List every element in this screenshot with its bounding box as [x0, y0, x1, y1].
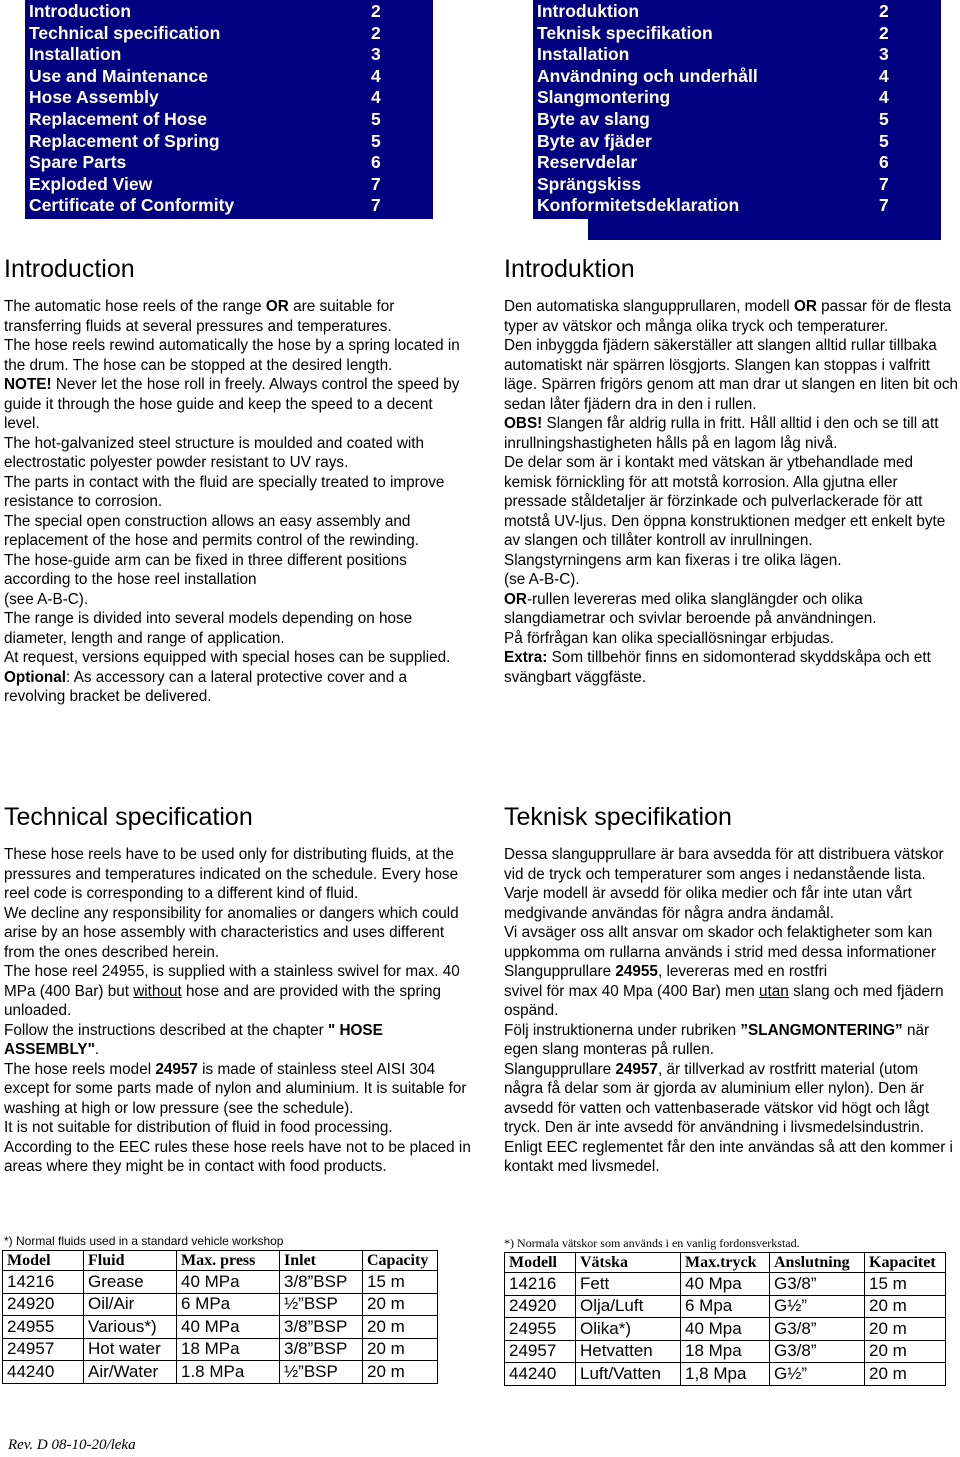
- toc-entry-title: Installation: [537, 44, 630, 65]
- table-cell: 3/8”BSP: [280, 1338, 363, 1361]
- table-cell: 20 m: [363, 1293, 438, 1316]
- table-cell: G½”: [770, 1295, 865, 1318]
- toc-entry-title: Sprängskiss: [537, 173, 642, 194]
- toc-entry-title: Replacement of Spring: [29, 130, 220, 151]
- table-cell: 44240: [505, 1363, 576, 1386]
- table-cell: 40 Mpa: [681, 1318, 770, 1341]
- toc-entry-page: 2: [371, 22, 381, 43]
- paragraph: Vi avsäger oss allt ansvar om skador och felaktigheter som kan uppkomma om rullarna används i strid med dessa informationer: [504, 924, 936, 961]
- table-cell: ½”BSP: [280, 1361, 363, 1384]
- toc-entry[interactable]: [537, 195, 941, 217]
- table-cell: 3/8”BSP: [280, 1271, 363, 1294]
- section-heading-teknisk-specifikation: Teknisk specifikation: [504, 803, 732, 831]
- toc-entry-title: Technical specification: [29, 22, 221, 43]
- table-cell: 6 Mpa: [681, 1295, 770, 1318]
- table-cell: 24955: [505, 1318, 576, 1341]
- toc-entry-page: 4: [371, 65, 381, 86]
- paragraph: Extra: Som tillbehör finns en sidomonterad skyddskåpa och ett svängbart väggfäste.: [504, 649, 931, 686]
- paragraph: At request, versions equipped with special hoses can be supplied.: [4, 649, 451, 666]
- toc-entry[interactable]: [29, 44, 433, 66]
- column-header: Kapacitet: [865, 1253, 946, 1273]
- table-cell: 15 m: [363, 1271, 438, 1294]
- table-cell: Oil/Air: [84, 1293, 177, 1316]
- toc-entry-page: 2: [879, 22, 889, 43]
- toc-entry-page: 5: [879, 130, 889, 151]
- table-cell: Various*): [84, 1316, 177, 1339]
- table-cell: 20 m: [865, 1318, 946, 1341]
- toc-entry-title: Konformitetsdeklaration: [537, 195, 740, 216]
- column-header: Inlet: [280, 1251, 363, 1271]
- tech-swedish-text: [504, 845, 960, 1177]
- toc-entry-page: 2: [371, 1, 381, 21]
- toc-entry-title: Teknisk specifikation: [537, 22, 713, 43]
- paragraph: Följ instruktionerna under rubriken ”SLANGMONTERING” när egen slang monteras på rullen.: [504, 1021, 930, 1058]
- toc-entry-page: 7: [879, 195, 889, 216]
- table-cell: Olika*): [576, 1318, 681, 1341]
- paragraph: OBS! Slangen får aldrig rulla in fritt. Håll alltid i den och se till att inrullningshastigheten hålls på en lagom låg nivå.: [504, 415, 939, 452]
- table-cell: G3/8”: [770, 1318, 865, 1341]
- intro-english-text: [4, 297, 472, 707]
- paragraph: The hose reels rewind automatically the hose by a spring located in the drum. The hose can be stopped at the desired length.: [4, 337, 460, 374]
- paragraph: The range is divided into several models depending on hose diameter, length and range of application.: [4, 610, 413, 647]
- column-header: Modell: [505, 1253, 576, 1273]
- table-cell: 40 MPa: [177, 1271, 280, 1294]
- toc-entry[interactable]: [29, 87, 433, 109]
- table-cell: ½”BSP: [280, 1293, 363, 1316]
- toc-entry[interactable]: [537, 174, 941, 196]
- table-row: [3, 1271, 438, 1294]
- paragraph: The special open construction allows an easy assembly and replacement of the hose and permits control of the rewinding.: [4, 512, 419, 549]
- table-cell: 14216: [3, 1271, 84, 1294]
- toc-entry-title: Hose Assembly: [29, 87, 159, 108]
- paragraph: (see A-B-C).: [4, 590, 89, 608]
- paragraph: The hot-galvanized steel structure is moulded and coated with electrostatic polyester powder resistant to UV rays.: [4, 434, 425, 471]
- paragraph: The parts in contact with the fluid are specially treated to improve resistance to corrosion.: [4, 473, 445, 510]
- table-cell: 18 Mpa: [681, 1340, 770, 1363]
- toc-entry[interactable]: [29, 109, 433, 131]
- paragraph: The hose-guide arm can be fixed in three different positions according to the hose reel installation: [4, 551, 407, 588]
- table-cell: 24957: [505, 1340, 576, 1363]
- table-cell: 18 MPa: [177, 1338, 280, 1361]
- toc-entry-page: 3: [371, 44, 381, 65]
- spec-table-swedish: [504, 1252, 946, 1386]
- column-header: Max.tryck: [681, 1253, 770, 1273]
- paragraph: The hose reels model 24957 is made of stainless steel AISI 304 except for some parts made of nylon and aluminium. It is suitable for washing at high or low pressure (see the schedule).: [4, 1060, 467, 1117]
- spec-table-english: [2, 1250, 438, 1384]
- paragraph: The automatic hose reels of the range OR are suitable for transferring fluids at several pressures and temperatures.: [4, 298, 395, 335]
- toc-entry-title: Certificate of Conformity: [29, 195, 235, 216]
- toc-entry-title: Introduktion: [537, 1, 640, 21]
- section-heading-introduction: Introduction: [4, 255, 135, 283]
- table-cell: Hot water: [84, 1338, 177, 1361]
- toc-entry[interactable]: [537, 1, 941, 23]
- table-cell: 3/8”BSP: [280, 1316, 363, 1339]
- toc-entry-page: 5: [371, 108, 381, 129]
- paragraph: OR-rullen levereras med olika slanglängder och olika slangdiametrar och svivlar beroende på användningen.: [504, 590, 877, 627]
- toc-entry[interactable]: [29, 131, 433, 153]
- intro-swedish-text: [504, 297, 960, 687]
- toc-entry-title: Användning och underhåll: [537, 65, 758, 86]
- toc-entry-title: Spare Parts: [29, 152, 127, 173]
- toc-entry[interactable]: [537, 109, 941, 131]
- table-footnote: *) Normal fluids used in a standard vehicle workshop: [4, 1234, 284, 1248]
- table-cell: 1.8 MPa: [177, 1361, 280, 1384]
- table-row: [505, 1363, 946, 1386]
- paragraph: Follow the instructions described at the chapter " HOSE ASSEMBLY".: [4, 1021, 383, 1058]
- toc-entry-title: Byte av fjäder: [537, 130, 652, 151]
- toc-entry-page: 7: [371, 195, 381, 216]
- toc-entry-page: 6: [879, 152, 889, 173]
- toc-entry-title: Reservdelar: [537, 152, 638, 173]
- paragraph: Den inbyggda fjädern säkerställer att slangen alltid rullar tillbaka automatiskt när spärren lösgjorts. Slangen kan stoppas i valfritt läge. Spärren frigörs genom att man drar ut slangen en liten bit och sedan låter fjädern dra in den i rullen.: [504, 337, 959, 413]
- table-cell: 20 m: [865, 1295, 946, 1318]
- toc-entry-page: 4: [879, 87, 889, 108]
- toc-entry-title: Byte av slang: [537, 108, 650, 129]
- toc-entry[interactable]: [29, 1, 433, 23]
- toc-decoration: [588, 219, 941, 240]
- paragraph: These hose reels have to be used only for distributing fluids, at the pressures and temperatures indicated on the schedule. Every hose reel code is corresponding to a different kind of fluid.: [4, 846, 459, 902]
- table-row: [3, 1293, 438, 1316]
- paragraph: Slangstyrningens arm kan fixeras i tre olika lägen.: [504, 551, 842, 569]
- revision-footer: Rev. D 08-10-20/leka: [8, 1437, 136, 1453]
- column-header: Fluid: [84, 1251, 177, 1271]
- table-row: [505, 1340, 946, 1363]
- paragraph: We decline any responsibility for anomalies or dangers which could arise by an hose assembly with characteristics and uses different from the ones described herein.: [4, 904, 459, 961]
- paragraph: svivel för max 40 Mpa (400 Bar) men utan slang och med fjädern ospänd.: [504, 982, 944, 1019]
- toc-entry-page: 3: [879, 44, 889, 65]
- toc-entry-title: Slangmontering: [537, 87, 671, 108]
- toc-entry-page: 4: [879, 65, 889, 86]
- table-cell: 24957: [3, 1338, 84, 1361]
- column-header: Capacity: [363, 1251, 438, 1271]
- toc-entry[interactable]: [537, 23, 941, 45]
- paragraph: Dessa slangupprullare är bara avsedda för att distribuera vätskor vid de tryck och temperaturer som anges i nedanstående lista. Varje modell är avsedd för olika medier och får inte utan vårt medgivande användas för några andra ändamål.: [504, 846, 944, 922]
- toc-entry-page: 6: [371, 152, 381, 173]
- table-cell: 44240: [3, 1361, 84, 1384]
- paragraph: The hose reel 24955, is supplied with a stainless swivel for max. 40 MPa (400 Bar) but without hose and are provided with the spring unloaded.: [4, 963, 460, 1019]
- table-cell: 20 m: [363, 1361, 438, 1384]
- table-cell: Olja/Luft: [576, 1295, 681, 1318]
- table-cell: G½”: [770, 1363, 865, 1386]
- table-cell: Grease: [84, 1271, 177, 1294]
- table-cell: Hetvatten: [576, 1340, 681, 1363]
- tech-english-text: [4, 845, 472, 1177]
- table-header-row: [505, 1253, 946, 1273]
- table-row: [3, 1316, 438, 1339]
- toc-entry[interactable]: [29, 195, 433, 217]
- toc-entry[interactable]: [537, 152, 941, 174]
- table-header-row: [3, 1251, 438, 1271]
- toc-swedish: [533, 0, 941, 219]
- paragraph: Slangupprullare 24955, levereras med en rostfri: [504, 963, 828, 980]
- table-cell: 1,8 Mpa: [681, 1363, 770, 1386]
- toc-entry-page: 7: [879, 173, 889, 194]
- table-cell: Fett: [576, 1273, 681, 1296]
- toc-entry-page: 2: [879, 1, 889, 21]
- paragraph: It is not suitable for distribution of fluid in food processing.: [4, 1119, 393, 1136]
- toc-entry-page: 7: [371, 173, 381, 194]
- paragraph: (se A-B-C).: [504, 571, 580, 588]
- column-header: Anslutning: [770, 1253, 865, 1273]
- toc-entry[interactable]: [29, 174, 433, 196]
- toc-entry-title: Introduction: [29, 1, 132, 21]
- toc-entry-title: Installation: [29, 44, 122, 65]
- table-cell: G3/8”: [770, 1340, 865, 1363]
- toc-entry[interactable]: [537, 131, 941, 153]
- paragraph: According to the EEC rules these hose reels have not to be placed in areas where they might be in contact with food products.: [4, 1138, 471, 1175]
- table-cell: 14216: [505, 1273, 576, 1296]
- table-row: [505, 1273, 946, 1296]
- table-cell: 20 m: [865, 1340, 946, 1363]
- toc-entry-title: Replacement of Hose: [29, 108, 207, 129]
- column-header: Vätska: [576, 1253, 681, 1273]
- paragraph: Den automatiska slangupprullaren, modell OR passar för de flesta typer av vätskor och många olika tryck och temperaturer.: [504, 298, 952, 335]
- table-cell: 15 m: [865, 1273, 946, 1296]
- table-cell: Air/Water: [84, 1361, 177, 1384]
- table-footnote: *) Normala vätskor som används i en vanlig fordonsverkstad.: [504, 1236, 800, 1250]
- table-cell: 6 MPa: [177, 1293, 280, 1316]
- column-header: Model: [3, 1251, 84, 1271]
- table-cell: G3/8”: [770, 1273, 865, 1296]
- table-cell: 20 m: [363, 1338, 438, 1361]
- paragraph: Optional: As accessory can a lateral protective cover and a revolving bracket be delivered.: [4, 668, 407, 705]
- paragraph: Slangupprullare 24957, är tillverkad av rostfritt material (utom några få delar som är gjorda av aluminium eller nylon). Den är avsedd för vatten och vattenbaserade vätskor vid högt och lågt tryck. Den är inte avsedd för användning i livsmedelsindustrin. Enligt EEC reglementet får den inte användas så att den kommer i kontakt med livsmedel.: [504, 1060, 953, 1175]
- toc-entry-page: 5: [371, 130, 381, 151]
- table-cell: 20 m: [363, 1316, 438, 1339]
- table-row: [3, 1338, 438, 1361]
- paragraph: På förfrågan kan olika speciallösningar erbjudas.: [504, 629, 834, 647]
- toc-entry[interactable]: [29, 23, 433, 45]
- table-cell: 40 Mpa: [681, 1273, 770, 1296]
- paragraph: NOTE! Never let the hose roll in freely. Always control the speed by guide it through the hose guide and keep the speed to a decent level.: [4, 376, 460, 432]
- toc-english: [25, 0, 433, 219]
- column-header: Max. press: [177, 1251, 280, 1271]
- toc-entry-title: Exploded View: [29, 173, 153, 194]
- table-cell: 40 MPa: [177, 1316, 280, 1339]
- toc-entry[interactable]: [537, 66, 941, 88]
- section-heading-technical-specification: Technical specification: [4, 803, 253, 831]
- toc-entry-page: 5: [879, 108, 889, 129]
- toc-entry[interactable]: [29, 66, 433, 88]
- table-cell: 24955: [3, 1316, 84, 1339]
- table-row: [505, 1318, 946, 1341]
- table-row: [505, 1295, 946, 1318]
- paragraph: De delar som är i kontakt med vätskan är ytbehandlade med kemisk förnickling för att motstå korrosion. Alla gjutna eller pressade ståldetaljer är förzinkade och pulverlackerade för att motstå UV-ljus. Den öppna konstruktionen medger ett enkelt byte av slangen och tillåter kontroll av inrullningen.: [504, 454, 946, 549]
- table-cell: Luft/Vatten: [576, 1363, 681, 1386]
- section-heading-introduktion: Introduktion: [504, 255, 635, 283]
- toc-entry[interactable]: [537, 44, 941, 66]
- table-row: [3, 1361, 438, 1384]
- table-cell: 24920: [3, 1293, 84, 1316]
- toc-entry-page: 4: [371, 87, 381, 108]
- toc-entry[interactable]: [537, 87, 941, 109]
- table-cell: 24920: [505, 1295, 576, 1318]
- table-cell: 20 m: [865, 1363, 946, 1386]
- toc-entry[interactable]: [29, 152, 433, 174]
- toc-entry-title: Use and Maintenance: [29, 65, 208, 86]
